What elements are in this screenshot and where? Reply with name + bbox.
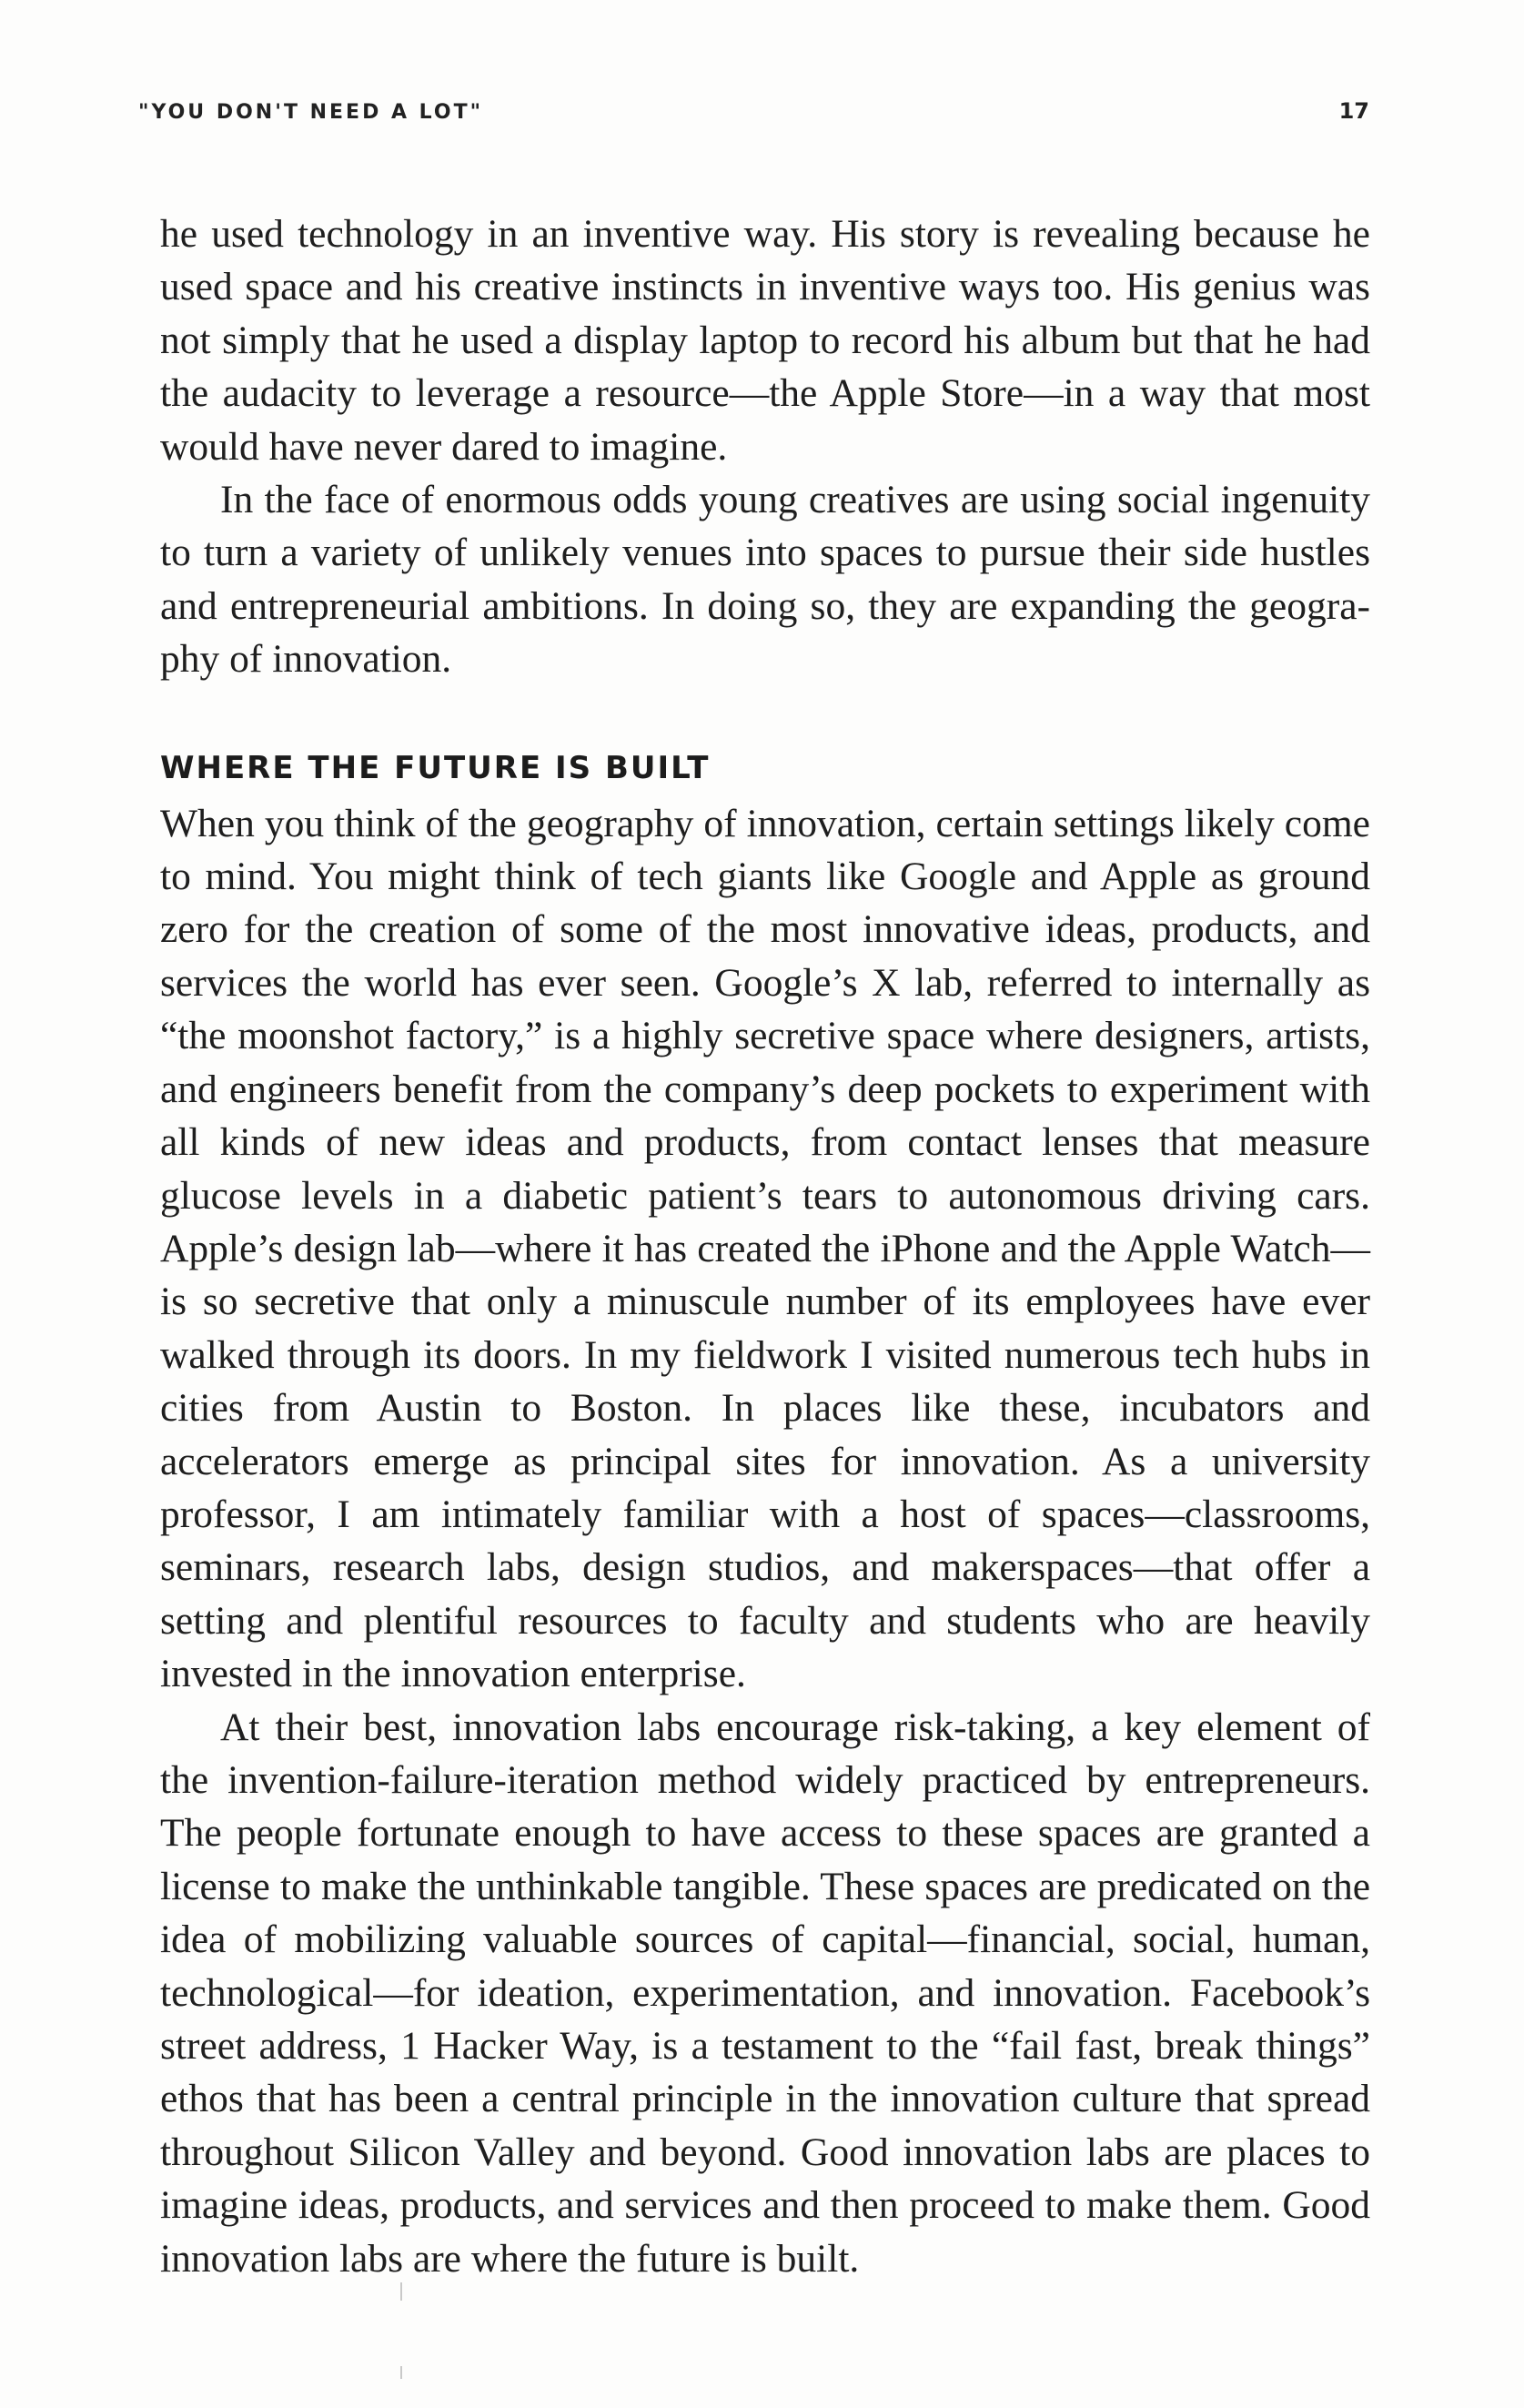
section-paragraph: At their best, innovation labs encourage risk-taking, a key element of the invention-failure-iteration method widely practiced by entrepreneurs. The people fortunate enough to have access to these spaces are granted a license to make the unthinkable tangible. These spaces are predicated on the idea of mobilizing valuable sources of capital—financial, social, human, technological—for ideation, experimentation, and innovation. Facebook’s street address, 1 Hacker Way, is a testament to the “fail fast, break things” ethos that has been a central principle in the innovation culture that spread throughout Silicon Valley and beyond. Good innovation labs are places to imagine ideas, products, and services and then proceed to make them. Good innovation labs are where the future is built. — [160, 1705, 1370, 2281]
scan-speck — [400, 2282, 402, 2301]
section-paragraph: When you think of the geography of innovation, certain settings likely come to mind. You might think of tech giants like Google and Apple as ground zero for the creation of some of the most innovative ideas, products, and services the world has ever seen. Google’s X lab, referred to internally as “the moonshot factory,” is a highly secretive space where designers, artists, and engineers benefit from the company’s deep pockets to experiment with all kinds of new ideas and products, from contact lenses that measure glucose levels in a diabetic patient’s tears to autonomous driving cars. Apple’s design lab—where it has created the iPhone and the Apple Watch—is so secretive that only a minuscule number of its employees have ever walked through its doors. In my fieldwork I visited numerous tech hubs in cities from Austin to Boston. In places like these, incubators and accelerators emerge as principal sites for innovation. As a university professor, I am intimately familiar with a host of spaces—classrooms, seminars, research labs, design studios, and makerspaces—that offer a setting and plentiful resources to faculty and students who are heavily invested in the innovation enterprise. — [160, 801, 1370, 1696]
running-head — [138, 98, 1369, 124]
paragraph: In the face of enormous odds young creatives are using social ingenuity to turn a variety of unlikely venues into spaces to pursue their side hustles and entrepreneurial ambitions. In doing so, they are expanding the geography of innovation. — [160, 478, 1370, 682]
running-head-title: "YOU DON'T NEED A LOT" — [138, 101, 484, 124]
section-heading: WHERE THE FUTURE IS BUILT — [160, 749, 711, 786]
page-body — [160, 207, 1370, 2285]
paragraph-continued: he used technology in an inventive way. His story is revealing because he used space and his creative instincts in inventive ways too. His genius was not simply that he used a display laptop to record his album but that he had the audacity to leverage a resource—the Apple Store—in a way that most would have never dared to imagine. — [160, 212, 1370, 469]
scan-speck — [400, 2366, 402, 2379]
page-number: 17 — [1338, 98, 1369, 124]
